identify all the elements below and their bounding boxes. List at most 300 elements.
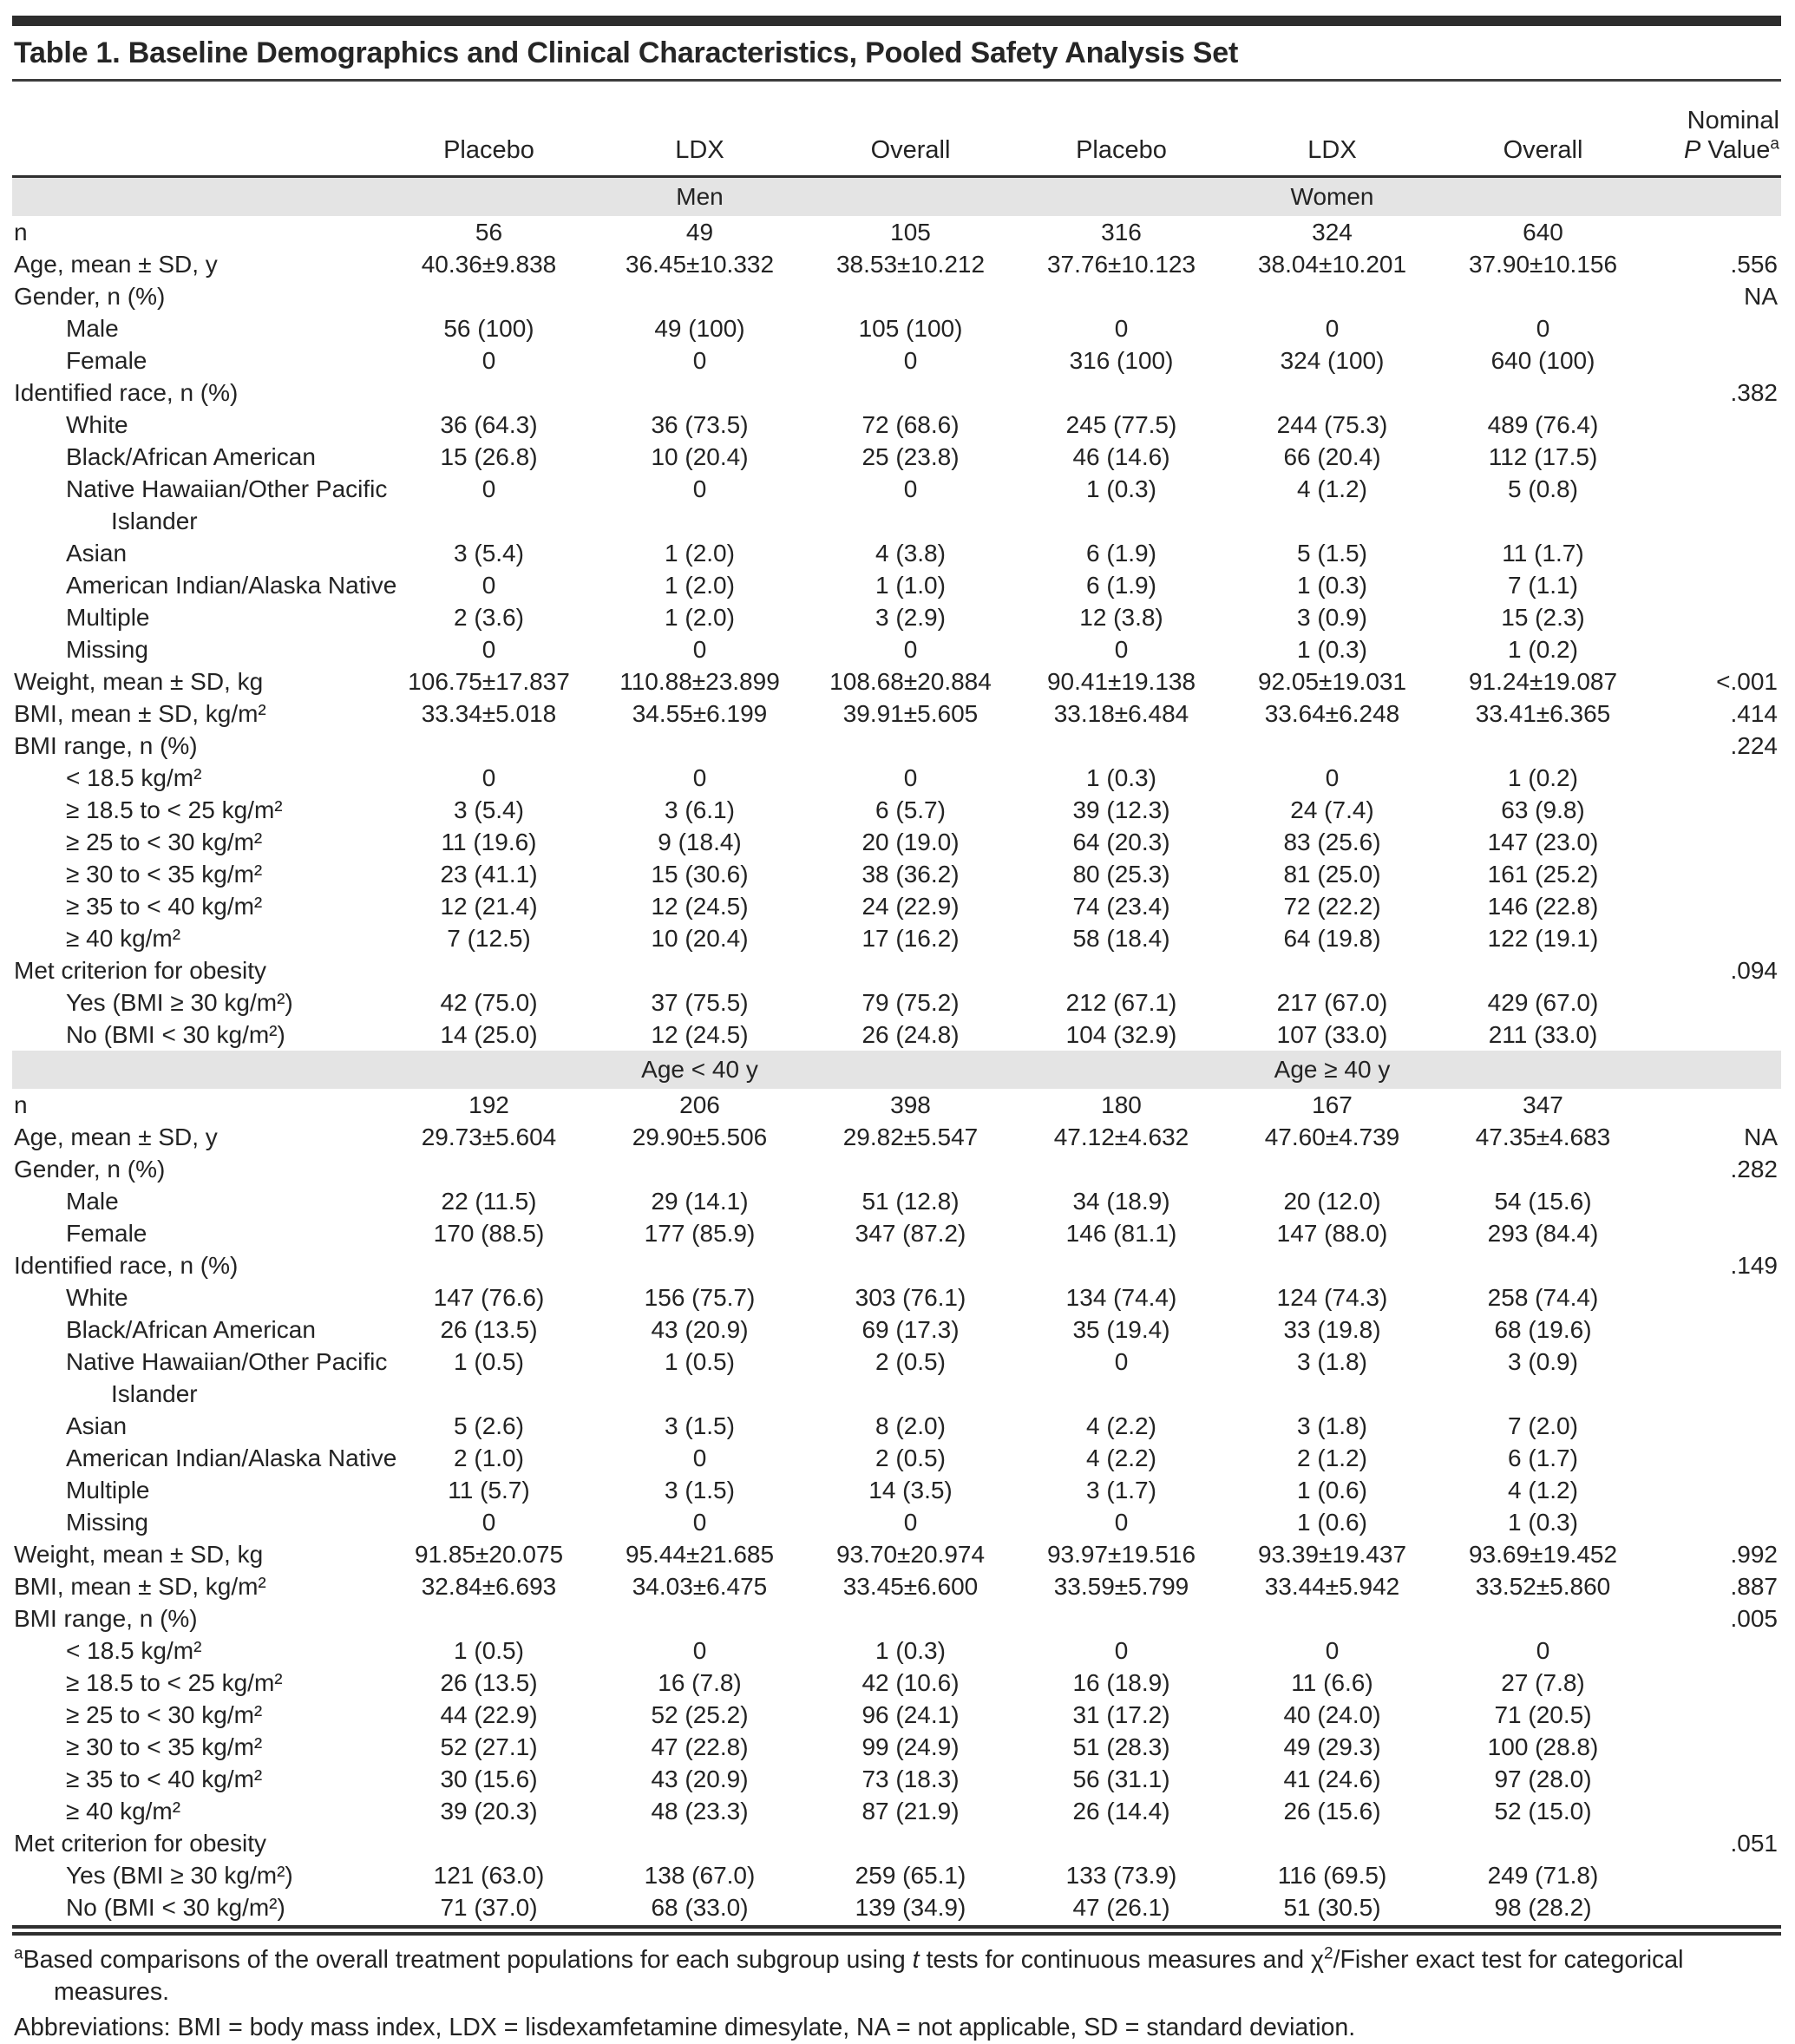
value-cell: 37.76±10.123 <box>1046 251 1196 278</box>
table-row <box>12 216 1781 248</box>
value-cell: 49 (100) <box>654 315 745 342</box>
value-cell: 33.59±5.799 <box>1053 1573 1189 1600</box>
value-cell: 245 (77.5) <box>1065 411 1177 438</box>
value-cell: 0 <box>692 475 707 502</box>
value-cell: 14 (25.0) <box>440 1021 538 1048</box>
value-cell: 293 (84.4) <box>1487 1220 1599 1247</box>
table-row <box>12 858 1781 890</box>
value-cell: 12 (3.8) <box>1079 604 1163 631</box>
value-cell: 0 <box>692 347 707 374</box>
value-cell <box>1016 954 1227 986</box>
p-value-cell <box>1648 1442 1781 1474</box>
value-cell: 6 (1.9) <box>1086 540 1156 567</box>
value-cell: 66 (20.4) <box>1283 443 1381 470</box>
row-label <box>12 216 383 248</box>
value-cell: 25 (23.8) <box>861 443 960 470</box>
value-cell: 43 (20.9) <box>651 1766 749 1792</box>
value-cell <box>1227 1249 1438 1281</box>
value-cell: 146 (22.8) <box>1487 893 1599 920</box>
subgroup-label: Men <box>383 177 1016 217</box>
value-cell: 0 <box>1114 1637 1129 1664</box>
row-label-text: American Indian/Alaska Native <box>66 572 397 599</box>
value-cell: 133 (73.9) <box>1065 1862 1177 1889</box>
column-header: Placebo <box>383 83 594 177</box>
value-cell: 640 <box>1523 219 1563 246</box>
row-label <box>12 1410 383 1442</box>
row-label-text: < 18.5 kg/m² <box>66 764 202 791</box>
value-cell: 49 <box>685 219 714 246</box>
row-label-text: BMI range, n (%) <box>14 732 198 759</box>
value-cell <box>805 1827 1016 1859</box>
row-label-text: Weight, mean ± SD, kg <box>14 668 264 695</box>
value-cell: 147 (88.0) <box>1276 1220 1388 1247</box>
table-row <box>12 377 1781 409</box>
value-cell <box>594 1249 805 1281</box>
p-value-cell: .556 <box>1730 251 1778 278</box>
value-cell: 3 (2.9) <box>875 604 946 631</box>
table-row <box>12 1635 1781 1667</box>
value-cell: 33.44±5.942 <box>1264 1573 1400 1600</box>
value-cell: 249 (71.8) <box>1487 1862 1599 1889</box>
value-cell: 0 <box>1114 636 1129 663</box>
value-cell: 2 (1.0) <box>454 1445 524 1471</box>
footnotes <box>12 1936 1781 2044</box>
row-label <box>12 409 383 441</box>
row-label-text: Black/African American <box>66 1316 316 1343</box>
value-cell: 36 (64.3) <box>440 411 538 438</box>
table-row <box>12 826 1781 858</box>
row-label-text: Identified race, n (%) <box>14 1252 239 1279</box>
value-cell: 0 <box>482 764 496 791</box>
table-row <box>12 1795 1781 1827</box>
row-label <box>12 1019 383 1051</box>
p-value-cell <box>1648 794 1781 826</box>
value-cell <box>1016 377 1227 409</box>
p-value-cell <box>1648 216 1781 248</box>
value-cell: 10 (20.4) <box>651 443 749 470</box>
value-cell <box>805 377 1016 409</box>
p-value-cell: .149 <box>1730 1252 1778 1279</box>
value-cell: 47.12±4.632 <box>1053 1124 1189 1150</box>
band-spacer <box>1648 177 1781 217</box>
value-cell: 81 (25.0) <box>1283 861 1381 888</box>
value-cell: 11 (1.7) <box>1502 540 1584 567</box>
value-cell <box>805 1153 1016 1185</box>
row-label-text: No (BMI < 30 kg/m²) <box>66 1894 285 1921</box>
p-header-line2: P Value$^a$ <box>1684 134 1779 164</box>
p-value-cell <box>1648 1699 1781 1731</box>
table-row <box>12 762 1781 794</box>
row-label <box>12 1731 383 1763</box>
value-cell: 42 (10.6) <box>861 1669 960 1696</box>
value-cell: 36 (73.5) <box>651 411 749 438</box>
row-label <box>12 377 383 409</box>
row-label-text: ≥ 25 to < 30 kg/m² <box>66 829 263 855</box>
p-value-cell <box>1648 762 1781 794</box>
row-label <box>12 1121 383 1153</box>
row-label-text: White <box>66 1284 128 1311</box>
value-cell: 56 (31.1) <box>1072 1766 1170 1792</box>
value-cell: 104 (32.9) <box>1065 1021 1177 1048</box>
value-cell: 87 (21.9) <box>861 1798 960 1825</box>
row-label <box>12 1667 383 1699</box>
value-cell: 29 (14.1) <box>651 1188 749 1215</box>
table-row <box>12 1602 1781 1635</box>
table-row <box>12 1570 1781 1602</box>
value-cell: 3 (1.8) <box>1297 1348 1367 1375</box>
value-cell: 147 (76.6) <box>433 1284 545 1311</box>
value-cell: 44 (22.9) <box>440 1701 538 1728</box>
value-cell <box>383 1249 594 1281</box>
value-cell: 0 <box>692 1445 707 1471</box>
value-cell: 91.24±19.087 <box>1468 668 1618 695</box>
top-rule-bar <box>12 16 1781 26</box>
value-cell: 217 (67.0) <box>1276 989 1388 1016</box>
table-row <box>12 1153 1781 1185</box>
row-label-text: ≥ 18.5 to < 25 kg/m² <box>66 796 283 823</box>
table-row <box>12 344 1781 377</box>
value-cell: 93.39±19.437 <box>1257 1541 1407 1568</box>
value-cell: 206 <box>679 1091 720 1118</box>
value-cell: 74 (23.4) <box>1072 893 1170 920</box>
value-cell: 63 (9.8) <box>1501 796 1585 823</box>
value-cell <box>1438 1602 1648 1635</box>
value-cell: 211 (33.0) <box>1488 1021 1598 1048</box>
p-value-cell <box>1648 1506 1781 1538</box>
row-label <box>12 1089 383 1121</box>
value-cell: 15 (26.8) <box>440 443 538 470</box>
value-cell: 16 (7.8) <box>658 1669 742 1696</box>
value-cell: 91.85±20.075 <box>414 1541 564 1568</box>
value-cell <box>1438 377 1648 409</box>
p-value-cell <box>1648 1019 1781 1051</box>
band-spacer <box>12 1051 383 1089</box>
table-row <box>12 730 1781 762</box>
value-cell: 3 (1.5) <box>665 1412 735 1439</box>
row-label <box>12 1474 383 1506</box>
p-value-column-header <box>1648 83 1781 177</box>
value-cell: 4 (3.8) <box>875 540 946 567</box>
row-label <box>12 826 383 858</box>
value-cell: 316 <box>1101 219 1142 246</box>
value-cell: 121 (63.0) <box>433 1862 545 1889</box>
row-label-text: ≥ 30 to < 35 kg/m² <box>66 861 263 888</box>
row-label <box>12 473 388 537</box>
value-cell <box>1016 1602 1227 1635</box>
value-cell: 303 (76.1) <box>855 1284 966 1311</box>
column-header: LDX <box>594 83 805 177</box>
value-cell: 52 (15.0) <box>1494 1798 1592 1825</box>
subgroup-label: Age < 40 y <box>383 1051 1016 1089</box>
value-cell: 1 (0.3) <box>1297 572 1367 599</box>
value-cell: 2 (3.6) <box>454 604 524 631</box>
table-row <box>12 986 1781 1019</box>
p-value-cell <box>1648 922 1781 954</box>
value-cell: 93.70±20.974 <box>835 1541 986 1568</box>
row-label <box>12 794 383 826</box>
value-cell: 8 (2.0) <box>875 1412 946 1439</box>
value-cell: 0 <box>692 636 707 663</box>
row-label-wrap: Islander <box>111 508 198 534</box>
row-label-text: Male <box>66 315 119 342</box>
value-cell: 347 <box>1523 1091 1563 1118</box>
table-row <box>12 1827 1781 1859</box>
value-cell: 54 (15.6) <box>1494 1188 1592 1215</box>
p-value-cell <box>1648 986 1781 1019</box>
value-cell: 1 (2.0) <box>665 540 735 567</box>
value-cell: 22 (11.5) <box>441 1188 537 1215</box>
table-row <box>12 890 1781 922</box>
table-row <box>12 954 1781 986</box>
value-cell: 95.44±21.685 <box>625 1541 775 1568</box>
value-cell: 92.05±19.031 <box>1257 668 1407 695</box>
table-row <box>12 1859 1781 1891</box>
value-cell: 80 (25.3) <box>1072 861 1170 888</box>
value-cell <box>1438 1249 1648 1281</box>
value-cell: 33.18±6.484 <box>1053 700 1189 727</box>
value-cell <box>594 280 805 312</box>
value-cell: 37.90±10.156 <box>1468 251 1618 278</box>
row-label <box>12 601 383 633</box>
value-cell: 4 (1.2) <box>1297 475 1367 502</box>
column-header: Overall <box>805 83 1016 177</box>
value-cell: 15 (30.6) <box>651 861 749 888</box>
table-row <box>12 1019 1781 1051</box>
row-label-text: Yes (BMI ≥ 30 kg/m²) <box>66 989 293 1016</box>
value-cell: 139 (34.9) <box>855 1894 966 1921</box>
row-label <box>12 248 383 280</box>
row-label <box>12 1249 383 1281</box>
value-cell: 6 (5.7) <box>875 796 946 823</box>
value-cell <box>1016 1249 1227 1281</box>
value-cell: 98 (28.2) <box>1494 1894 1592 1921</box>
value-cell: 2 (0.5) <box>875 1445 946 1471</box>
value-cell: 24 (7.4) <box>1290 796 1374 823</box>
subgroup-band-row <box>12 177 1781 217</box>
value-cell: 3 (6.1) <box>665 796 735 823</box>
value-cell: 2 (1.2) <box>1297 1445 1367 1471</box>
value-cell <box>383 954 594 986</box>
value-cell: 12 (24.5) <box>651 1021 749 1048</box>
value-cell <box>594 954 805 986</box>
row-label <box>12 858 383 890</box>
value-cell: 177 (85.9) <box>644 1220 756 1247</box>
p-value-cell <box>1648 633 1781 665</box>
value-cell: 105 (100) <box>858 315 963 342</box>
table-row <box>12 1891 1781 1923</box>
value-cell: 1 (1.0) <box>875 572 946 599</box>
value-cell: 0 <box>903 1509 918 1536</box>
table-row <box>12 1731 1781 1763</box>
table-row <box>12 601 1781 633</box>
row-label-text: Male <box>66 1188 119 1215</box>
value-cell: 1 (0.3) <box>875 1637 946 1664</box>
p-value-cell <box>1648 344 1781 377</box>
value-cell: 1 (0.2) <box>1508 764 1578 791</box>
table-row <box>12 569 1781 601</box>
row-label <box>12 1570 383 1602</box>
value-cell: 7 (2.0) <box>1508 1412 1578 1439</box>
value-cell: 167 <box>1312 1091 1353 1118</box>
row-label-text: Female <box>66 347 147 374</box>
row-label-text: Met criterion for obesity <box>14 1830 266 1857</box>
title-rule <box>12 79 1781 82</box>
row-label <box>12 1859 383 1891</box>
value-cell: 1 (0.2) <box>1508 636 1578 663</box>
value-cell: 83 (25.6) <box>1283 829 1381 855</box>
table-row <box>12 1281 1781 1314</box>
p-value-cell <box>1648 1281 1781 1314</box>
value-cell: 58 (18.4) <box>1072 925 1170 952</box>
value-cell: 51 (12.8) <box>861 1188 960 1215</box>
row-label <box>12 1827 383 1859</box>
value-cell <box>594 377 805 409</box>
value-cell: 47 (26.1) <box>1072 1894 1170 1921</box>
value-cell <box>805 1249 1016 1281</box>
value-cell <box>383 1602 594 1635</box>
value-cell: 99 (24.9) <box>861 1733 960 1760</box>
table-row <box>12 633 1781 665</box>
band-spacer <box>12 177 383 217</box>
value-cell <box>805 1602 1016 1635</box>
value-cell: 0 <box>1325 315 1340 342</box>
value-cell: 1 (0.3) <box>1297 636 1367 663</box>
p-value-cell: .414 <box>1730 700 1778 727</box>
value-cell: 26 (14.4) <box>1072 1798 1170 1825</box>
value-cell: 52 (27.1) <box>440 1733 538 1760</box>
value-cell: 324 <box>1312 219 1353 246</box>
value-cell: 51 (28.3) <box>1072 1733 1170 1760</box>
value-cell: 0 <box>482 572 496 599</box>
value-cell: 38.53±10.212 <box>835 251 986 278</box>
value-cell: 3 (5.4) <box>454 796 524 823</box>
row-label-text: American Indian/Alaska Native <box>66 1445 397 1471</box>
p-value-cell <box>1648 312 1781 344</box>
value-cell: 108.68±20.884 <box>829 668 992 695</box>
table-title: Table 1. Baseline Demographics and Clinical Characteristics, Pooled Safety Analysis Set <box>14 36 1239 69</box>
value-cell: 71 (20.5) <box>1494 1701 1592 1728</box>
value-cell: 32.84±6.693 <box>421 1573 557 1600</box>
p-value-cell <box>1648 601 1781 633</box>
value-cell: 46 (14.6) <box>1072 443 1170 470</box>
value-cell <box>383 1827 594 1859</box>
row-label-text: Missing <box>66 636 148 663</box>
row-label <box>12 441 383 473</box>
value-cell: 38 (36.2) <box>861 861 960 888</box>
p-value-cell <box>1648 409 1781 441</box>
p-value-cell <box>1648 1859 1781 1891</box>
row-label <box>12 1602 383 1635</box>
value-cell <box>805 280 1016 312</box>
p-value-cell <box>1648 1474 1781 1506</box>
value-cell: 0 <box>692 764 707 791</box>
value-cell: 3 (5.4) <box>454 540 524 567</box>
value-cell: 39 (12.3) <box>1072 796 1170 823</box>
value-cell <box>1227 377 1438 409</box>
value-cell: 6 (1.7) <box>1508 1445 1578 1471</box>
p-value-cell <box>1648 569 1781 601</box>
value-cell: 42 (75.0) <box>440 989 538 1016</box>
row-label-text: Native Hawaiian/Other Pacific <box>66 475 388 502</box>
p-value-cell <box>1648 1346 1781 1410</box>
value-cell <box>1016 1827 1227 1859</box>
row-label <box>12 1346 388 1410</box>
p-value-cell: .005 <box>1730 1605 1778 1632</box>
value-cell: 3 (1.8) <box>1297 1412 1367 1439</box>
value-cell: 192 <box>468 1091 509 1118</box>
row-label-text: Asian <box>66 1412 128 1439</box>
value-cell: 1 (0.6) <box>1297 1477 1367 1504</box>
value-cell: 93.97±19.516 <box>1046 1541 1196 1568</box>
value-cell <box>594 1602 805 1635</box>
subgroup-label: Age ≥ 40 y <box>1016 1051 1648 1089</box>
row-label <box>12 1185 383 1217</box>
value-cell: 1 (0.3) <box>1086 764 1156 791</box>
row-label-text: ≥ 30 to < 35 kg/m² <box>66 1733 263 1760</box>
value-cell: 33.45±6.600 <box>842 1573 979 1600</box>
value-cell: 14 (3.5) <box>868 1477 953 1504</box>
row-label <box>12 1442 397 1474</box>
demographics-table <box>12 83 1781 1923</box>
value-cell: 11 (5.7) <box>448 1477 530 1504</box>
value-cell: 68 (19.6) <box>1494 1316 1592 1343</box>
p-value-cell <box>1648 890 1781 922</box>
value-cell: 0 <box>482 475 496 502</box>
row-label-wrap: Islander <box>111 1380 198 1407</box>
value-cell <box>1016 280 1227 312</box>
row-label-text: ≥ 35 to < 40 kg/m² <box>66 1766 263 1792</box>
value-cell: 56 (100) <box>443 315 534 342</box>
row-label-text: White <box>66 411 128 438</box>
value-cell: 11 (6.6) <box>1291 1669 1373 1696</box>
row-label-text: Gender, n (%) <box>14 283 166 310</box>
value-cell: 34 (18.9) <box>1072 1188 1170 1215</box>
value-cell: 0 <box>692 1637 707 1664</box>
value-cell <box>1227 1827 1438 1859</box>
p-value-cell <box>1648 1731 1781 1763</box>
row-label-text: BMI, mean ± SD, kg/m² <box>14 700 266 727</box>
p-value-cell: NA <box>1744 283 1778 310</box>
row-label <box>12 344 383 377</box>
value-cell: 36.45±10.332 <box>625 251 775 278</box>
row-label <box>12 1891 383 1923</box>
value-cell: 12 (24.5) <box>651 893 749 920</box>
column-header: Overall <box>1438 83 1648 177</box>
value-cell <box>1438 280 1648 312</box>
row-label-text: n <box>14 219 28 246</box>
table-row <box>12 1410 1781 1442</box>
value-cell <box>383 1153 594 1185</box>
p-value-cell: .224 <box>1730 732 1778 759</box>
table-row <box>12 1314 1781 1346</box>
value-cell: 96 (24.1) <box>861 1701 960 1728</box>
p-value-cell <box>1648 1089 1781 1121</box>
row-label <box>12 954 383 986</box>
value-cell: 93.69±19.452 <box>1468 1541 1618 1568</box>
value-cell: 7 (12.5) <box>447 925 531 952</box>
table-row <box>12 1442 1781 1474</box>
value-cell: 489 (76.4) <box>1487 411 1599 438</box>
value-cell: 0 <box>1114 1348 1129 1375</box>
value-cell: 107 (33.0) <box>1276 1021 1388 1048</box>
p-value-cell <box>1648 858 1781 890</box>
row-label <box>12 698 383 730</box>
p-value-cell: .992 <box>1730 1541 1778 1568</box>
value-cell: 316 (100) <box>1069 347 1174 374</box>
value-cell: 11 (19.6) <box>441 829 537 855</box>
row-label <box>12 1314 383 1346</box>
value-cell: 39.91±5.605 <box>842 700 979 727</box>
